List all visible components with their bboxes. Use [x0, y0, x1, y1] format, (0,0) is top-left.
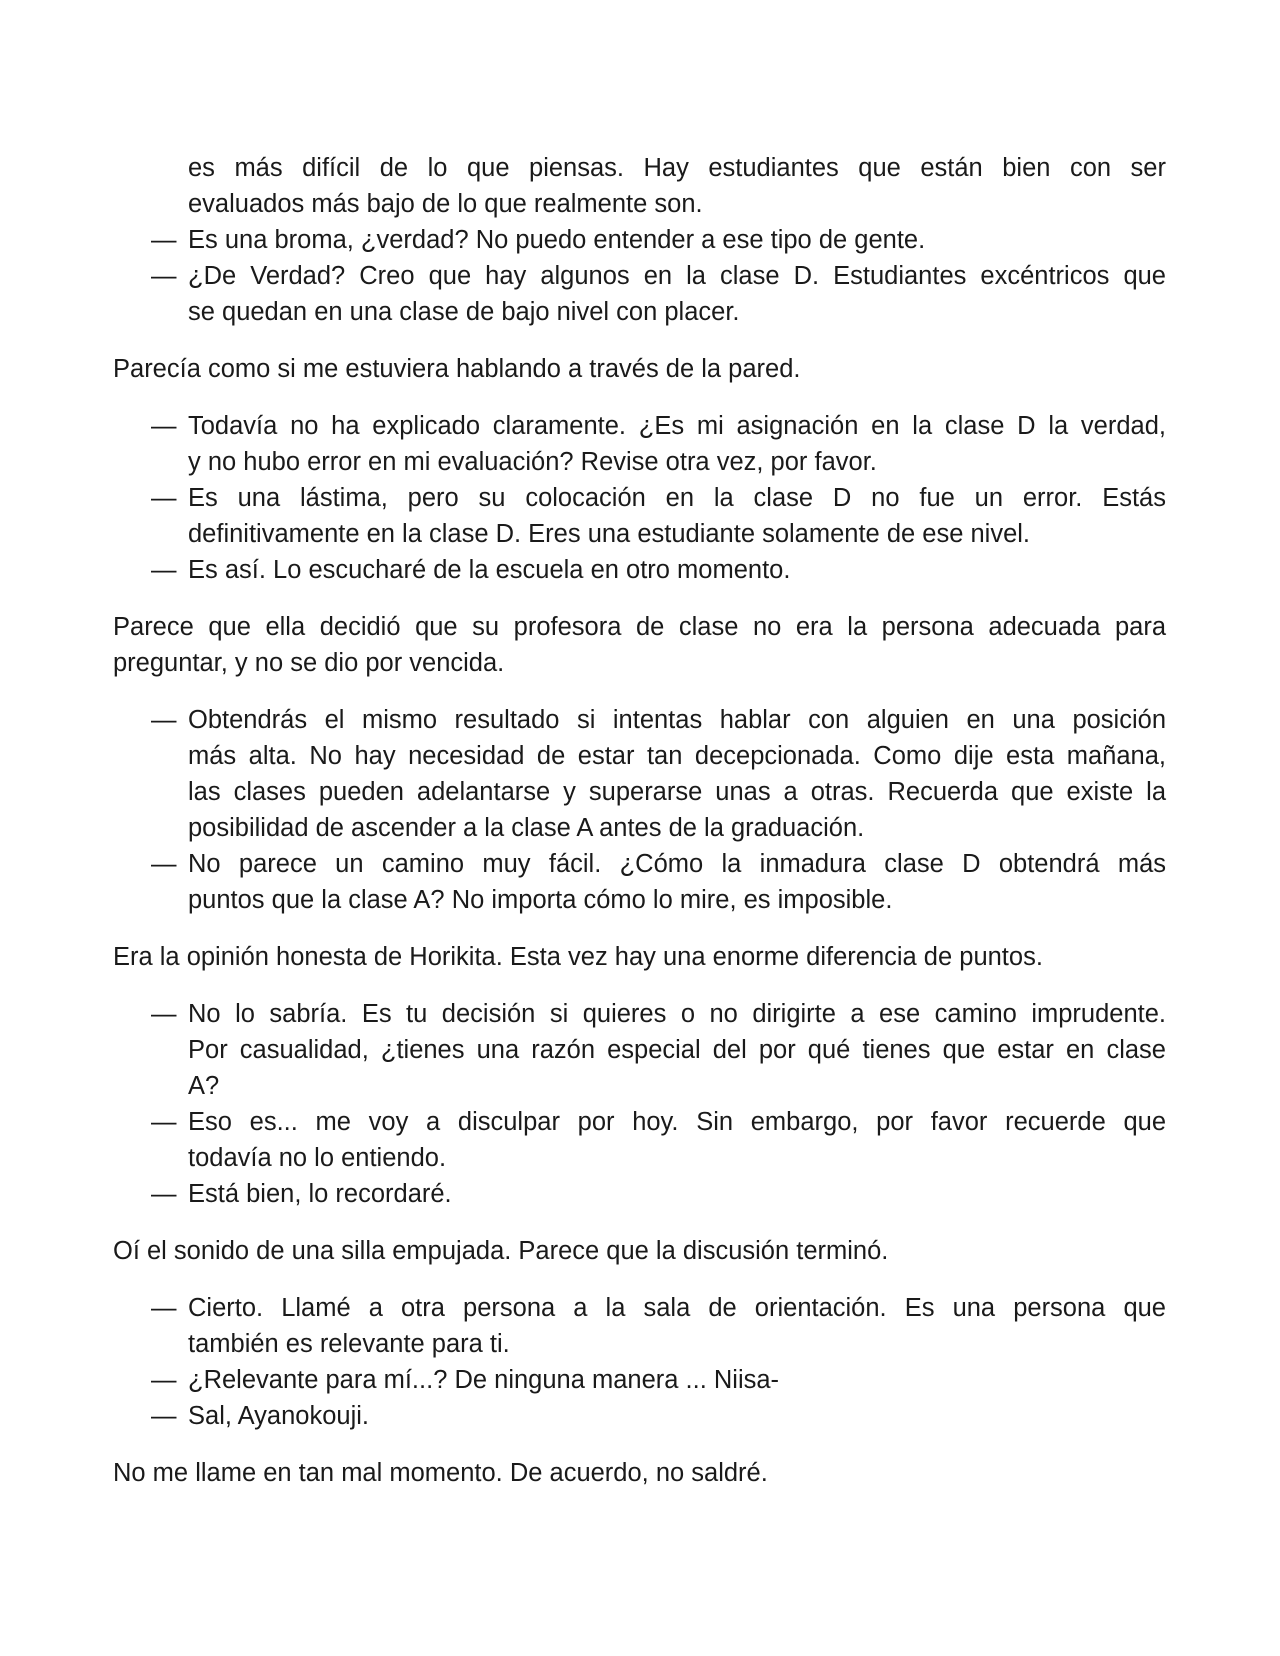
text-line: Obtendrás el mismo resultado si intentas hablar con alguien en una posición	[188, 706, 1166, 734]
text-line: es más difícil de lo que piensas. Hay estudiantes que están bien con ser	[188, 154, 1166, 182]
text-line: Todavía no ha explicado claramente. ¿Es mi asignación en la clase D la verdad,	[188, 412, 1166, 440]
dialogue-dash: —	[151, 1108, 177, 1136]
text-line: preguntar, y no se dio por vencida.	[113, 649, 505, 677]
text-line: y no hubo error en mi evaluación? Revise otra vez, por favor.	[188, 448, 877, 476]
text-line: todavía no lo entiendo.	[188, 1144, 447, 1172]
text-line: No lo sabría. Es tu decisión si quieres o no dirigirte a ese camino imprudente.	[188, 1000, 1166, 1028]
text-line: A?	[188, 1072, 220, 1100]
text-line: también es relevante para ti.	[188, 1330, 510, 1358]
dialogue-line	[113, 258, 1166, 330]
text-line: Era la opinión honesta de Horikita. Esta vez hay una enorme diferencia de puntos.	[113, 943, 1043, 971]
dialogue-dash: —	[151, 556, 177, 584]
dialogue-dash: —	[151, 850, 177, 878]
text-line: las clases pueden adelantarse y superarse unas a otras. Recuerda que existe la	[188, 778, 1166, 806]
text-line: Parece que ella decidió que su profesora de clase no era la persona adecuada para	[113, 613, 1166, 641]
text-line: No parece un camino muy fácil. ¿Cómo la inmadura clase D obtendrá más	[188, 850, 1166, 878]
dialogue-dash: —	[151, 1402, 177, 1430]
text-line: definitivamente en la clase D. Eres una estudiante solamente de ese nivel.	[188, 520, 1030, 548]
text-line: puntos que la clase A? No importa cómo lo mire, es imposible.	[188, 886, 893, 914]
text-line: Eso es... me voy a disculpar por hoy. Sin embargo, por favor recuerde que	[188, 1108, 1166, 1136]
text-line: Sal, Ayanokouji.	[188, 1402, 369, 1430]
dialogue-line	[113, 552, 1166, 588]
text-line: Parecía como si me estuviera hablando a través de la pared.	[113, 355, 801, 383]
dialogue-line	[113, 1290, 1166, 1362]
dialogue-dash: —	[151, 262, 177, 290]
text-line: Es una broma, ¿verdad? No puedo entender a ese tipo de gente.	[188, 226, 926, 254]
dialogue-line	[113, 996, 1166, 1104]
narration-paragraph	[113, 351, 1166, 387]
dialogue-line	[113, 1362, 1166, 1398]
narration-paragraph	[113, 1233, 1166, 1269]
dialogue-line	[113, 408, 1166, 480]
text-line: se quedan en una clase de bajo nivel con placer.	[188, 298, 740, 326]
dialogue-line	[113, 1398, 1166, 1434]
narration-paragraph	[113, 939, 1166, 975]
narration-paragraph	[113, 609, 1166, 681]
dialogue-dash: —	[151, 484, 177, 512]
dialogue-dash: —	[151, 1000, 177, 1028]
dialogue-dash: —	[151, 1180, 177, 1208]
text-line: ¿Relevante para mí...? De ninguna manera ... Niisa-	[188, 1366, 780, 1394]
narration-paragraph	[113, 1455, 1166, 1491]
dialogue-dash: —	[151, 412, 177, 440]
text-line: Está bien, lo recordaré.	[188, 1180, 452, 1208]
text-line: Es una lástima, pero su colocación en la clase D no fue un error. Estás	[188, 484, 1166, 512]
text-line: Oí el sonido de una silla empujada. Parece que la discusión terminó.	[113, 1237, 889, 1265]
text-line: Por casualidad, ¿tienes una razón especial del por qué tienes que estar en clase	[188, 1036, 1166, 1064]
dialogue-line	[113, 1104, 1166, 1176]
dialogue-dash: —	[151, 1294, 177, 1322]
text-line: más alta. No hay necesidad de estar tan decepcionada. Como dije esta mañana,	[188, 742, 1166, 770]
text-line: No me llame en tan mal momento. De acuerdo, no saldré.	[113, 1459, 768, 1487]
text-line: Es así. Lo escucharé de la escuela en otro momento.	[188, 556, 791, 584]
document-page	[113, 150, 1166, 1512]
text-line: posibilidad de ascender a la clase A antes de la graduación.	[188, 814, 865, 842]
dialogue-line	[113, 150, 1166, 222]
dialogue-dash: —	[151, 1366, 177, 1394]
dialogue-line	[113, 480, 1166, 552]
dialogue-line	[113, 702, 1166, 846]
dialogue-line	[113, 222, 1166, 258]
text-line: Cierto. Llamé a otra persona a la sala de orientación. Es una persona que	[188, 1294, 1166, 1322]
text-line: ¿De Verdad? Creo que hay algunos en la clase D. Estudiantes excéntricos que	[188, 262, 1166, 290]
dialogue-dash: —	[151, 226, 177, 254]
dialogue-line	[113, 1176, 1166, 1212]
dialogue-dash: —	[151, 706, 177, 734]
dialogue-line	[113, 846, 1166, 918]
text-line: evaluados más bajo de lo que realmente son.	[188, 190, 703, 218]
